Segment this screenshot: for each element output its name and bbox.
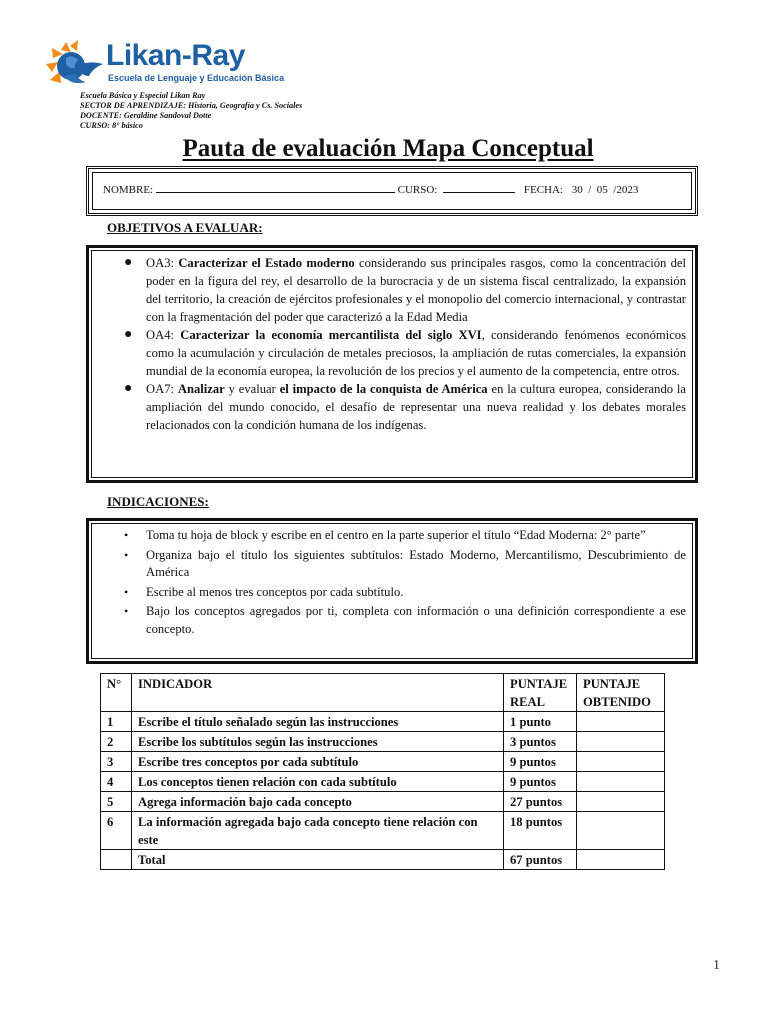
instruction-item	[124, 547, 686, 582]
header-number: N°	[101, 674, 132, 712]
bullet-icon: •	[124, 584, 129, 599]
objective-highlight: Caracterizar el Estado moderno	[178, 256, 355, 270]
bullet-icon: •	[124, 528, 129, 542]
row-number: 5	[101, 792, 132, 812]
objective-text: , considerando fenómenos económicos como la acumulación y circulación de metales preciosos, la ampliación de rutas comerciales, la expansión mundial de la economía europea, la revolución de los precios y el aumento de la competencia, entre otros.	[146, 328, 686, 378]
objective-item	[124, 380, 686, 434]
instructions-heading: INDICACIONES:	[107, 494, 209, 509]
header-indicator: INDICADOR	[132, 674, 504, 712]
objectives-list	[124, 254, 686, 434]
row-indicator: Escribe tres conceptos por cada subtítulo	[132, 752, 504, 772]
curso-label: CURSO:	[397, 184, 438, 196]
logo-subtitle: Escuela de Lenguaje y Educación Básica	[108, 73, 285, 83]
instruction-item	[124, 603, 686, 638]
table-row	[101, 812, 665, 850]
objective-highlight: Caracterizar la economía mercantilista del siglo XVI	[180, 328, 482, 342]
row-obtained-field[interactable]	[577, 712, 665, 732]
objective-item	[124, 254, 686, 326]
bullet-icon: ●	[124, 327, 133, 342]
objective-code: OA4	[146, 328, 171, 342]
objective-text: en la cultura europea, considerando la ampliación del mundo conocido, el desafío de representar una nueva realidad y los debates morales relacionados con la condición humana de los indígenas.	[146, 382, 686, 432]
student-info-line	[103, 182, 638, 196]
table-total-row	[101, 850, 665, 870]
table-row	[101, 732, 665, 752]
instruction-text: Escribe al menos tres conceptos por cada subtítulo.	[146, 584, 404, 599]
objective-sep: :	[170, 382, 178, 396]
total-obtained-field[interactable]	[577, 850, 665, 870]
header-points-real: PUNTAJE REAL	[504, 674, 577, 712]
objective-mid-text: y evaluar	[224, 382, 280, 396]
objective-highlight: Analizar	[177, 382, 225, 396]
table-row	[101, 792, 665, 812]
row-number: 2	[101, 732, 132, 752]
school-name: Escuela Básica y Especial Likan Ray	[80, 91, 206, 100]
rubric-table	[100, 673, 665, 870]
table-header-row	[101, 674, 665, 712]
row-obtained-field[interactable]	[577, 772, 665, 792]
row-number: 4	[101, 772, 132, 792]
row-obtained-field[interactable]	[577, 792, 665, 812]
bullet-icon: ●	[124, 381, 133, 396]
row-indicator: Escribe el título señalado según las instrucciones	[132, 712, 504, 732]
objective-highlight-2: el impacto de la conquista de América	[279, 382, 488, 396]
nombre-label: NOMBRE:	[103, 184, 154, 196]
row-obtained-field[interactable]	[577, 752, 665, 772]
bullet-icon: ●	[124, 255, 133, 270]
table-row	[101, 772, 665, 792]
table-row	[101, 752, 665, 772]
objective-sep: :	[170, 328, 181, 342]
curso-field[interactable]	[443, 182, 515, 193]
row-obtained-field[interactable]	[577, 812, 665, 850]
table-row	[101, 712, 665, 732]
row-number: 3	[101, 752, 132, 772]
teacher-name: DOCENTE: Geraldine Sandoval Dotte	[80, 111, 212, 120]
instructions-list	[124, 527, 686, 640]
fecha-label: FECHA:	[523, 184, 563, 196]
row-number: 6	[101, 812, 132, 850]
bullet-icon: •	[124, 604, 129, 618]
total-number-cell	[101, 850, 132, 870]
fecha-value: 30 / 05 /2023	[571, 184, 639, 196]
row-points: 9 puntos	[504, 752, 577, 772]
row-obtained-field[interactable]	[577, 732, 665, 752]
subject-area: SECTOR DE APRENDIZAJE: Historia, Geografía y Cs. Sociales	[80, 101, 303, 110]
row-number: 1	[101, 712, 132, 732]
nombre-field[interactable]	[156, 182, 395, 193]
instruction-item	[124, 527, 686, 545]
objective-sep: :	[170, 256, 179, 270]
document-title: Pauta de evaluación Mapa Conceptual	[182, 135, 594, 162]
row-points: 18 puntos	[504, 812, 577, 850]
page-number: 1	[713, 958, 720, 973]
objective-item	[124, 326, 686, 380]
row-indicator: Agrega información bajo cada concepto	[132, 792, 504, 812]
row-points: 3 puntos	[504, 732, 577, 752]
objectives-heading: OBJETIVOS A EVALUAR:	[107, 220, 263, 235]
row-points: 1 punto	[504, 712, 577, 732]
total-points: 67 puntos	[504, 850, 577, 870]
objective-code: OA3	[146, 256, 171, 270]
student-info-box	[86, 166, 698, 216]
row-points: 9 puntos	[504, 772, 577, 792]
instruction-text: Toma tu hoja de block y escribe en el centro en la parte superior el título “Edad Moderna: 2° parte”	[146, 528, 646, 542]
instruction-text: Bajo los conceptos agregados por ti, completa con información o una definición correspondiente a ese concepto.	[146, 604, 686, 636]
objective-text: considerando sus principales rasgos, como la concentración del poder en la figura del rey, el desarrollo de la burocracia y de un sistema fiscal centralizado, la expansión del territorio, la creación de ejércitos profesionales y el monopolio del comercio internacional, y contrastar con la fragmentación del poder que caracterizó a la Edad Media	[146, 256, 686, 324]
school-header-info	[80, 91, 302, 131]
course-name: CURSO: 8° básico	[80, 121, 143, 130]
instruction-text: Organiza bajo el título los siguientes subtítulos: Estado Moderno, Mercantilismo, Descubrimiento de América	[146, 547, 686, 579]
instruction-item	[124, 584, 686, 602]
school-logo	[44, 38, 285, 90]
sun-face-logo-icon	[44, 38, 106, 90]
header-points-obtained: PUNTAJE OBTENIDO	[577, 674, 665, 712]
row-indicator: Escribe los subtítulos según las instrucciones	[132, 732, 504, 752]
row-indicator: Los conceptos tienen relación con cada subtítulo	[132, 772, 504, 792]
objective-code: OA7	[146, 382, 171, 396]
bullet-icon: •	[124, 547, 129, 562]
row-points: 27 puntos	[504, 792, 577, 812]
row-indicator: La información agregada bajo cada concepto tiene relación con este	[132, 812, 504, 850]
logo-title: Likan-Ray	[106, 39, 245, 72]
total-label: Total	[132, 850, 504, 870]
